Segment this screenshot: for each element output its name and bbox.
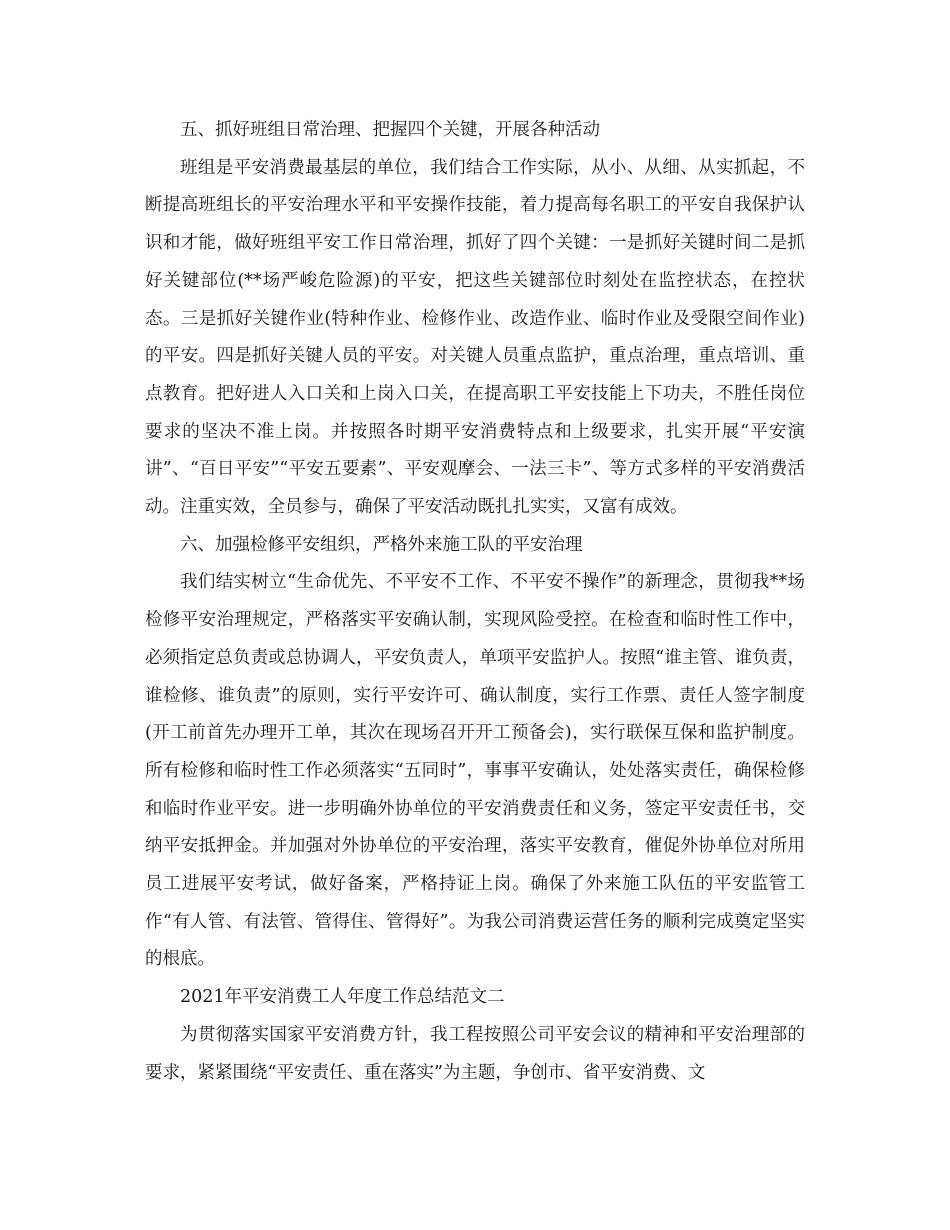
document-title-second-sample: 2021年平安消费工人年度工作总结范文二: [180, 987, 505, 1008]
body-paragraph-intro: 为贯彻落实国家平安消费方针，我工程按照公司平安会议的精神和平安治理部的要求，紧紧围绕“平安责任、重在落实”为主题，争创市、省平安消费、文: [145, 1024, 805, 1083]
section-heading-6: 六、加强检修平安组织，严格外来施工队的平安治理: [180, 534, 583, 555]
body-paragraph-team-management: 班组是平安消费最基层的单位，我们结合工作实际，从小、从细、从实抓起，不断提高班组长的平安治理水平和平安操作技能，着力提高每名职工的平安自我保护认识和才能，做好班组平安工作日常治理，抓好了四个关键：一是抓好关键时间二是抓好关键部位(**场严峻危险源)的平安，把这些关键部位时刻处在监控状态，在控状态。三是抓好关键作业(特种作业、检修作业、改造作业、临时作业及受限空间作业)的平安。四是抓好关键人员的平安。对关键人员重点监护，重点治理，重点培训、重点教育。把好进人入口关和上岗入口关，在提高职工平安技能上下功夫，不胜任岗位要求的坚决不准上岗。并按照各时期平安消费特点和上级要求，扎实开展“平安演讲”、“百日平安”“平安五要素”、平安观摩会、一法三卡”、等方式多样的平安消费活动。注重实效，全员参与，确保了平安活动既扎扎实实，又富有成效。: [145, 157, 805, 518]
document-body: [145, 112, 805, 1092]
section-heading-5: 五、抓好班组日常治理、把握四个关键，开展各种活动: [180, 120, 600, 140]
body-paragraph-maintenance-safety: 我们结实树立“生命优先、不平安不工作、不平安不操作”的新理念，贯彻我**场检修平安治理规定，严格落实平安确认制，实现风险受控。在检查和临时性工作中，必须指定总负责或总协调人，平安负责人，单项平安监护人。按照“谁主管、谁负责，谁检修、谁负责”的原则，实行平安许可、确认制度，实行工作票、责任人签字制度(开工前首先办理开工单，其次在现场召开开工预备会)，实行联保互保和监护制度。所有检修和临时性工作必须落实“五同时”，事事平安确认，处处落实责任，确保检修和临时作业平安。进一步明确外协单位的平安消费责任和义务，签定平安责任书，交纳平安抵押金。并加强对外协单位的平安治理，落实平安教育，催促外协单位对所用员工进展平安考试，做好备案，严格持证上岗。确保了外来施工队伍的平安监管工作“有人管、有法管、管得住、管得好”。为我公司消费运营任务的顺利完成奠定坚实的根底。: [145, 572, 805, 970]
